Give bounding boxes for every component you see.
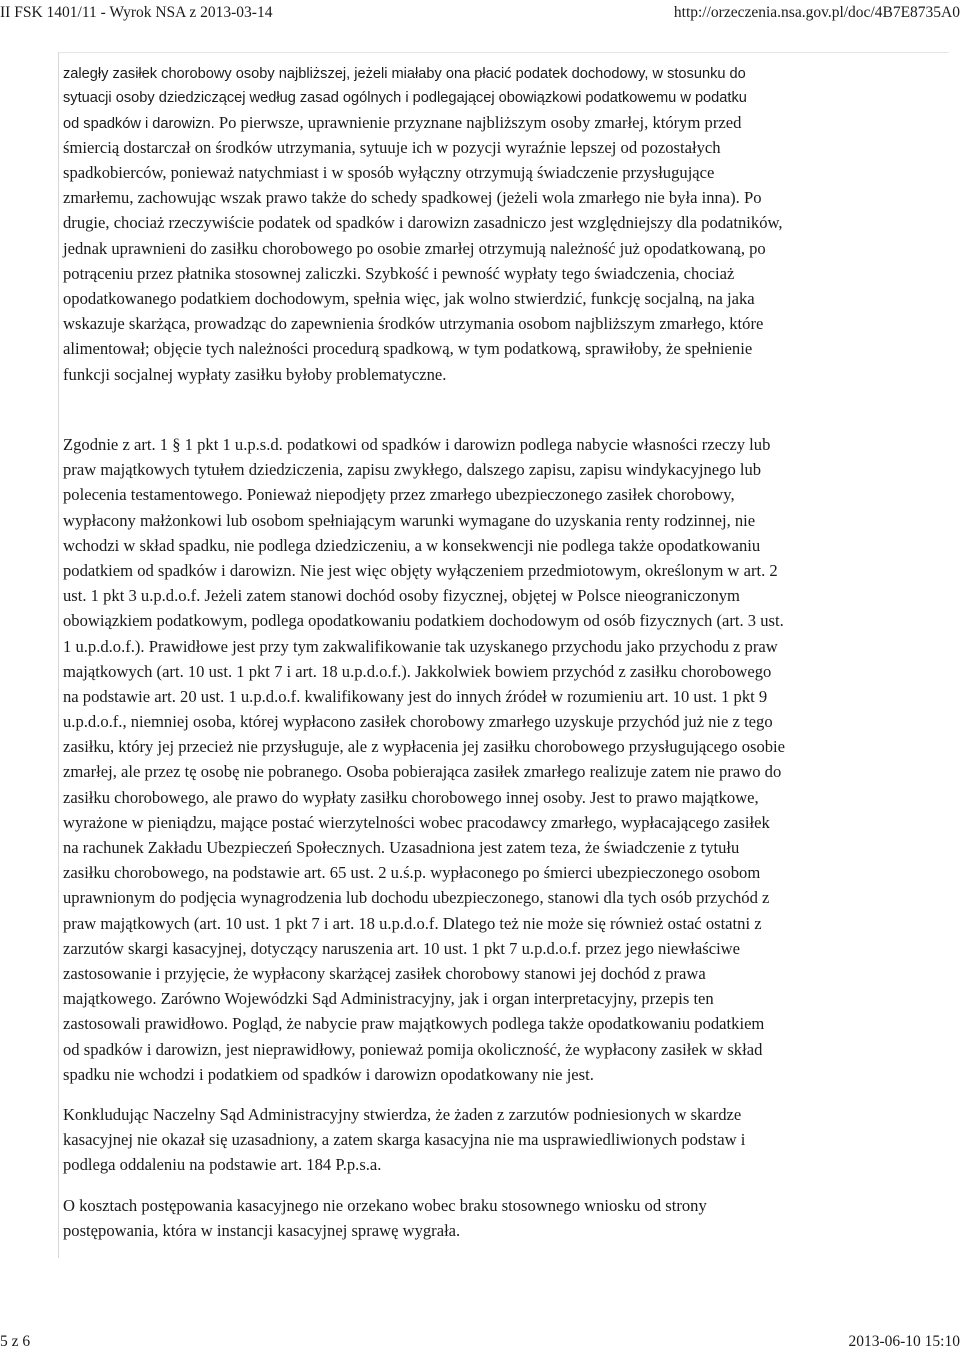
text-line: zaległy zasiłek chorobowy osoby najbliższej, jeżeli miałaby ona płacić podatek dochodowy, w stosunku do	[63, 66, 746, 82]
page-header	[0, 0, 960, 26]
text-line: podatkiem od spadków i darowizn. Nie jest więc objęty wyłączeniem przedmiotowym, określonym w art. 2	[63, 560, 778, 580]
document-url[interactable]: http://orzeczenia.nsa.gov.pl/doc/4B7E8735A0	[673, 4, 960, 21]
text-line: na podstawie art. 20 ust. 1 u.p.d.o.f. kwalifikowany jest do innych źródeł w rozumieniu art. 10 ust. 1 pkt 9	[63, 686, 768, 706]
paragraph-3	[63, 1102, 745, 1178]
text-line: alimentował; objęcie tych należności procedurą spadkową, w tym podatkową, sprawiłoby, że spełnienie	[63, 339, 753, 359]
text-line: od spadków i darowizn, jest nieprawidłowy, ponieważ pomija okoliczność, że wypłacony zasiłek w skład	[63, 1039, 763, 1059]
text-line: potrąceniu przez płatnika stosownej zaliczki. Szybkość i pewność wypłaty tego świadczenia, chociaż	[63, 263, 735, 283]
text-line: zastosowanie i przyjęcie, że wypłacony skarżącej zasiłek chorobowy stanowi jej dochód z prawa	[63, 963, 706, 983]
paragraph-4	[63, 1193, 707, 1243]
text-line: praw majątkowych tytułem dziedziczenia, zapisu zwykłego, dalszego zapisu, zapisu windykacyjnego lub	[63, 460, 762, 480]
text-line: opodatkowanego podatkiem dochodowym, spełnia więc, jak wolno stwierdzić, funkcję socjalną, na jaka	[63, 289, 755, 309]
text-line: majątkowych (art. 10 ust. 1 pkt 7 i art. 18 u.p.d.o.f.). Jakkolwiek bowiem przychód z zasiłku chorobowego	[63, 661, 772, 681]
text-line: polecenia testamentowego. Ponieważ niepodjęty przez zmarłego ubezpieczonego zasiłek chorobowy,	[63, 485, 735, 505]
text-line: funkcji socjalnej wypłaty zasiłku byłoby problematyczne.	[63, 364, 447, 384]
text-line: spadkobierców, ponieważ natychmiast i w sposób wyłączny otrzymują świadczenie przysługujące	[63, 163, 715, 183]
text-segment: od spadków i darowizn.	[63, 115, 215, 132]
text-segment: Po pierwsze, uprawnienie przyznane najbliższym osoby zmarłej, którym przed	[214, 112, 742, 132]
text-line: Konkludując Naczelny Sąd Administracyjny stwierdza, że żaden z zarzutów podniesionych w skardze	[63, 1105, 742, 1124]
text-line: zasiłku chorobowego, na podstawie art. 65 ust. 2 u.ś.p. wypłaconego po śmierci ubezpieczonego osobom	[63, 863, 761, 883]
page-footer	[0, 1331, 960, 1357]
text-line: postępowania, która w instancji kasacyjnej sprawę wygrała.	[63, 1221, 461, 1241]
text-line: O kosztach postępowania kasacyjnego nie orzekano wobec braku stosownego wniosku od strony	[63, 1196, 707, 1215]
text-line: wypłacony małżonkowi lub osobom spełniającym warunki wymagane do uzyskania renty rodzinnej, nie	[63, 510, 756, 530]
text-line: drugie, chociaż rzeczywiście podatek od spadków i darowizn zasadniczo jest względniejszy dla podatników,	[63, 213, 783, 233]
text-line: zasiłku chorobowego, ale prawo do wypłaty zasiłku chorobowego innej osoby. Jest to prawo majątkowe,	[63, 787, 759, 807]
text-line: majątkowego. Zarówno Wojewódzki Sąd Administracyjny, jak i organ interpretacyjny, przepis ten	[63, 989, 714, 1009]
text-line: Zgodnie z art. 1 § 1 pkt 1 u.p.s.d. podatkowi od spadków i darowizn podlega nabycie własności rzeczy lub	[63, 435, 771, 454]
text-line: zarzutów skargi kasacyjnej, dotyczący naruszenia art. 10 ust. 1 pkt 7 u.p.d.o.f. przez jego niewłaściwe	[63, 938, 741, 958]
text-line: sytuacji osoby dziedziczącej według zasad ogólnych i podlegającej obowiązkowi podatkowemu w podatku	[63, 90, 747, 107]
text-line: wchodzi w skład spadku, nie podlega dziedziczeniu, a w konsekwencji nie podlega także opodatkowaniu	[63, 535, 761, 555]
text-line: obowiązkiem podatkowym, podlega opodatkowaniu podatkiem dochodowym od osób fizycznych (art. 3 ust.	[63, 611, 784, 631]
document-title: II FSK 1401/11 - Wyrok NSA z 2013-03-14	[0, 4, 273, 21]
paragraph-2	[63, 432, 785, 1087]
text-line: śmiercią dostarczał on środków utrzymania, sytuuje ich w pozycji wyraźnie lepszej od pozostałych	[63, 137, 721, 157]
text-line	[63, 111, 783, 135]
paragraph-1	[63, 62, 783, 387]
text-line: ust. 1 pkt 3 u.p.d.o.f. Jeżeli zatem stanowi dochód osoby fizycznej, objętej w Polsce nieograniczonym	[63, 586, 740, 606]
text-line: podlega oddaleniu na podstawie art. 184 P.p.s.a.	[63, 1155, 382, 1175]
text-line: wskazuje skarżąca, prowadząc do zapewnienia środków utrzymania osobom najbliższym zmarłego, które	[63, 314, 764, 334]
text-line: zastosowali prawidłowo. Pogląd, że nabycie praw majątkowych podlega także opodatkowaniu podatkiem	[63, 1014, 765, 1034]
text-line: wyrażone w pieniądzu, mające postać wierzytelności wobec pracodawcy zmarłego, wypłacającego zasiłek	[63, 812, 770, 832]
text-line: 1 u.p.d.o.f.). Prawidłowe jest przy tym zakwalifikowanie tak uzyskanego przychodu jako przychodu z praw	[63, 636, 778, 656]
print-datetime: 2013-06-10 15:10	[848, 1333, 960, 1350]
text-line: jednak uprawnieni do zasiłku chorobowego po osobie zmarłej otrzymują należność już opodatkowaną, po	[63, 238, 766, 258]
text-line: zmarłemu, zachowując wszak prawo także do schedy spadkowej (jeżeli wola zmarłego nie była inna). Po	[63, 188, 762, 208]
text-line: na rachunek Zakładu Ubezpieczeń Społecznych. Uzasadniona jest zatem teza, że świadczenie z tytułu	[63, 838, 740, 857]
text-line: spadku nie wchodzi i podatkiem od spadków i darowizn opodatkowany nie jest.	[63, 1064, 594, 1084]
text-line: uprawnionym do podjęcia wynagrodzenia lub dochodu ubezpieczonego, stanowi dla tych osób przychód z	[63, 888, 770, 908]
text-line: kasacyjnej nie okazał się uzasadniony, a zatem skarga kasacyjna nie ma usprawiedliwionych podstaw i	[63, 1130, 746, 1150]
text-line: u.p.d.o.f., niemniej osoba, której wypłacono zasiłek chorobowy zmarłego uzyskuje przychód już nie z tego	[63, 712, 773, 732]
text-line: zasiłku, który jej przecież nie przysługuje, ale z wypłacenia jej zasiłku chorobowego przysługującego osobie	[63, 737, 786, 757]
text-line: praw majątkowych (art. 10 ust. 1 pkt 7 i art. 18 u.p.d.o.f. Dlatego też nie może się również ostać ostatni z	[63, 913, 762, 933]
text-line: zmarłej, ale przez tę osobę nie pobranego. Osoba pobierająca zasiłek zmarłego realizuje zatem nie prawo do	[63, 762, 782, 782]
paragraph-1-serif	[63, 135, 783, 387]
page-number: 5 z 6	[0, 1333, 31, 1350]
